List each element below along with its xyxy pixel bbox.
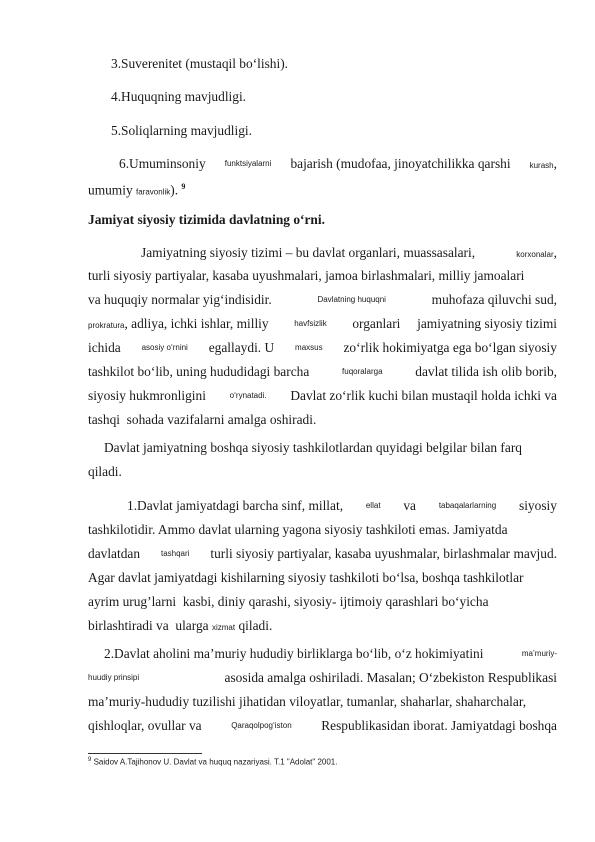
small-text-span: ma’muriy-: [521, 649, 557, 658]
footnote: [88, 755, 337, 768]
text-span: davlat tilida ish olib borib,: [415, 364, 557, 379]
small-text-span: huudiy prinsipi: [88, 673, 140, 682]
list-item-6-line2: [88, 179, 185, 200]
paragraph-line: [88, 670, 557, 686]
paragraph-line: qiladi.: [88, 464, 122, 479]
text-span: 2.Davlat aholini ma’muriy hududiy birliklarga bo‘lib, o‘z hokimiyatini: [104, 646, 484, 661]
paragraph-line: [88, 570, 557, 586]
text-span: Davlat jamiyatning boshqa siyosiy tashkilotlardan quyidagi belgilar bilan farq: [104, 440, 522, 455]
small-text-span: xizmat: [211, 623, 236, 632]
small-text-span: faravonlik: [136, 187, 171, 197]
text-span: siyosiy hukmronligini: [88, 388, 206, 403]
small-text-span: Davlatning huquqni: [317, 295, 386, 304]
paragraph-line: [88, 388, 557, 404]
list-item-3: 3.Suverenitet (mustaqil bo‘lishi).: [111, 56, 289, 71]
list-item-5: 5.Soliqlarning mavjudligi.: [111, 123, 252, 138]
small-text-span: havfsizlik: [294, 319, 327, 328]
small-text-span: Qaraqolpog‘iston: [231, 721, 292, 730]
list-item-6-line1: [119, 156, 557, 174]
text-span: davlatdan: [88, 546, 141, 561]
footnote-ref: 9: [181, 182, 186, 191]
paragraph-line: [104, 646, 557, 662]
small-text-span: fuqoralarga: [342, 367, 383, 376]
text-span: birlashtiradi va ularga: [88, 618, 209, 633]
text-span: ayrim urug’larni kasbi, diniy qarashi, siyosiy- ijtimoiy qarashlari bo‘yicha: [88, 594, 489, 609]
text-span: ).: [170, 182, 179, 198]
text-span: bajarish (mudofaa, jinoyatchilikka qarshi: [290, 156, 511, 171]
small-text-span: asosiy o‘rnini: [141, 343, 188, 352]
text-span: , adliya, ichki ishlar, milliy: [124, 316, 269, 331]
text-span: organlari jamiyatning siyosiy tizimi: [352, 316, 557, 331]
paragraph-line: [88, 546, 557, 562]
text-span: va huquqiy normalar yig‘indisidir.: [88, 292, 272, 307]
paragraph-line: [88, 718, 557, 734]
paragraph-line: [104, 440, 557, 456]
small-text-span: tashqari: [160, 549, 190, 558]
text-span: 1.Davlat jamiyatdagi barcha sinf, millat,: [127, 498, 344, 513]
footnote-text: Saidov A.Tajihonov U. Davlat va huquq nazariyasi. T.1 "Adolat" 2001.: [93, 757, 338, 767]
paragraph-line: [88, 618, 272, 636]
text-span: Jamiyatning siyosiy tizimi – bu davlat organlari, muassasalari,: [141, 245, 476, 260]
paragraph-line: [88, 594, 557, 610]
text-span: ichida: [88, 340, 121, 355]
small-text-span: funktsiyalarni: [224, 159, 272, 168]
small-text-span: o‘rynatadi.: [229, 391, 267, 400]
paragraph-line: [127, 498, 557, 514]
text-span: qiladi.: [238, 618, 273, 633]
text-span: ,: [553, 156, 557, 171]
text-span: siyosiy: [519, 498, 557, 513]
paragraph-line: [88, 522, 557, 538]
small-text-span: ellat: [365, 501, 381, 510]
section-heading: Jamiyat siyosiy tizimida davlatning o‘rni.: [88, 212, 325, 227]
paragraph-line: tashqi sohada vazifalarni amalga oshiradi.: [88, 412, 317, 427]
text-span: Agar davlat jamiyatdagi kishilarning siyosiy tashkiloti bo‘lsa, boshqa tashkilotlar: [88, 570, 524, 585]
text-span: Davlat zo‘rlik kuchi bilan mustaqil holda ichki va: [290, 388, 557, 403]
text-span: Respublikasidan iborat. Jamiyatdagi boshqa: [321, 718, 557, 733]
paragraph-line: [88, 694, 557, 710]
footnote-divider: [88, 753, 202, 754]
paragraph-line: [88, 340, 557, 356]
text-span: va: [403, 498, 416, 513]
paragraph-line: [141, 245, 557, 263]
text-span: ,: [553, 245, 557, 260]
text-span: 6.Umuminsoniy: [119, 156, 206, 171]
text-span: tashkilotidir. Ammo davlat ularning yagona siyosiy tashkiloti emas. Jamiyatda: [88, 522, 508, 537]
paragraph-line: [88, 364, 557, 380]
footnote-number: 9: [88, 757, 92, 763]
small-text-span: prokratura: [88, 321, 125, 330]
text-span: asosida amalga oshiriladi. Masalan; O‘zbekiston Respublikasi: [224, 670, 557, 685]
text-span: qishloqlar, ovullar va: [88, 718, 202, 733]
text-span: muhofaza qiluvchi sud,: [431, 292, 557, 307]
paragraph-line: [88, 292, 557, 308]
text-span: tashkilot bo‘lib, uning hududidagi barcha: [88, 364, 310, 379]
text-span: turli siyosiy partiyalar, kasaba uyushmalar, birlashmalar mavjud.: [210, 546, 557, 561]
small-text-span: tabaqalarlarning: [438, 501, 497, 510]
text-span: umumiy: [88, 182, 133, 198]
paragraph-line: [88, 268, 557, 284]
small-text-span: korxonalar: [516, 250, 554, 259]
small-text-span: kurash: [529, 161, 554, 170]
list-item-4: 4.Huquqning mavjudligi.: [111, 89, 247, 104]
text-span: turli siyosiy partiyalar, kasaba uyushmalari, jamoa birlashmalari, milliy jamoalari: [88, 268, 525, 283]
text-span: zo‘rlik hokimiyatga ega bo‘lgan siyosiy: [343, 340, 557, 355]
text-span: ma’muriy-hududiy tuzilishi jihatidan viloyatlar, tumanlar, shaharlar, shaharchalar,: [88, 694, 527, 709]
small-text-span: maxsus: [295, 343, 323, 352]
text-span: egallaydi. U: [208, 340, 275, 355]
paragraph-line: [88, 316, 557, 334]
